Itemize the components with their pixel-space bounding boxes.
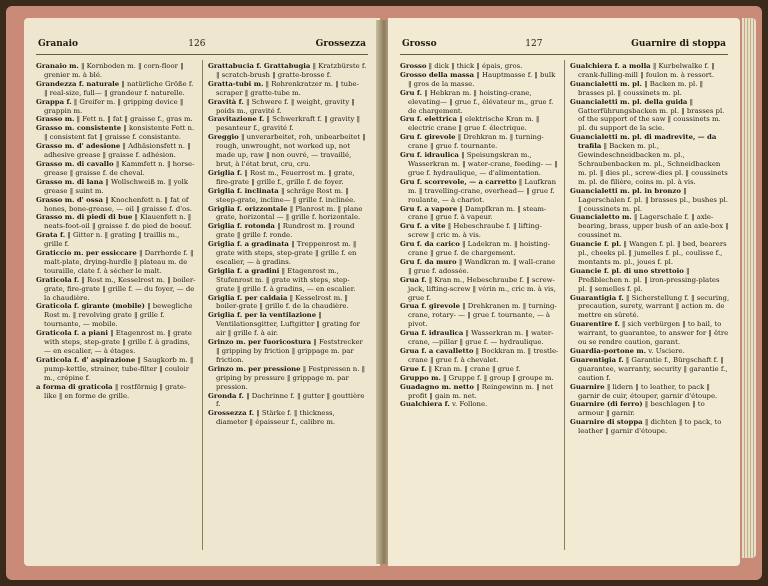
- dictionary-entry: [400, 133, 560, 151]
- entry-translations: ‖ Kornboden m. ‖ corn-floor ‖ grenier m. à blé.: [44, 62, 184, 79]
- dictionary-entry: [400, 374, 560, 383]
- entry-headword: Graticola f. d' aspirazione: [36, 355, 136, 364]
- entry-translations: ‖ Ventilationsgitter, Luftgitter ‖ grating for air ‖ grille f. à air.: [216, 311, 360, 338]
- dictionary-entry: [36, 178, 196, 196]
- left-page-header: [38, 36, 366, 52]
- dictionary-entry: [208, 392, 368, 410]
- entry-translations: ‖ Stärke f. ‖ thickness, diameter ‖ épaisseur f., calibre m.: [216, 409, 336, 427]
- dictionary-entry: [400, 365, 560, 374]
- dictionary-entry: [400, 71, 560, 89]
- entry-translations: ‖ Kesselrost m. ‖ boiler-grate ‖ grille f. de la chaudière.: [216, 293, 349, 311]
- entry-translations: ‖ Schwerkraft f. ‖ gravity ‖ pesanteur f., gravité f.: [216, 115, 361, 133]
- dictionary-entry: [208, 338, 368, 365]
- entry-headword: Griglia f. inclinata: [208, 186, 279, 195]
- dictionary-entry: [36, 276, 196, 303]
- entry-translations: ‖ Knochenfett n. ‖ fat of hones, bone-grease, — oil ‖ graisse f. d'os.: [44, 195, 192, 213]
- entry-translations: ‖ Rost m., Kesselrost m. ‖ boiler-grate, fire-grate ‖ grille f. — du foyer, — de la chaudière.: [44, 275, 196, 302]
- entry-headword: Griglia f. a gradinata: [208, 240, 289, 249]
- column-divider: [564, 60, 565, 550]
- open-book: [6, 6, 762, 580]
- entry-headword: Griglia f. per la ventilazione: [208, 311, 317, 320]
- dictionary-entry: [208, 98, 368, 116]
- entry-headword: Granaio m.: [36, 62, 79, 70]
- entry-translations: ‖ Hebkran m. ‖ hoisting-crane, elevating— ‖ grue f., élévateur m., grue f. de chargement.: [408, 88, 554, 115]
- entry-translations: ‖ Klauenfett n. ‖ neats-foot-oil ‖ graisse f. de pied de boeuf.: [44, 213, 192, 231]
- entry-headword: Gru f. da muro: [400, 257, 457, 266]
- entry-translations: ‖ Sicherstellung f. ‖ securing, precaution, surety, warrant ‖ action m. de mettre en sûreté.: [578, 293, 730, 320]
- entry-translations: ‖ Kurbelwalke f. ‖ crank-fulling-mill ‖ foulon m. à ressort.: [578, 62, 715, 79]
- entry-translations: ‖ Laufkran m. ‖ travelling-crane, overhead— ‖ grue f. roulante, — à chariot.: [408, 177, 557, 204]
- dictionary-entry: [400, 400, 560, 409]
- entry-translations: ‖ schräge Rost m. ‖ steep-grate, incline— ‖ grille f. inclinée.: [216, 186, 356, 204]
- entry-translations: ‖ Rundrost m. ‖ round grate ‖ grille f. ronde.: [216, 222, 355, 240]
- entry-translations: ‖ Schwere f. ‖ weight, gravity ‖ poids m., gravité f.: [216, 97, 355, 115]
- entry-headword: Grua f. girevole: [400, 302, 460, 311]
- entry-headword: Grasso m. d' adesione: [36, 142, 121, 151]
- entry-translations: ‖ Greifer m. ‖ gripping device ‖ grappin m.: [44, 97, 184, 115]
- entry-headword: Grua f. idraulica: [400, 329, 464, 338]
- dictionary-entry: [208, 240, 368, 267]
- entry-headword: Gru f. a vapore: [400, 204, 458, 213]
- entry-headword: Guancialetti m. pl. della guida: [570, 97, 688, 106]
- entry-headword: Grua f.: [400, 275, 427, 284]
- entry-translations: ‖ natürliche Größe f. ‖ real-size, full— ‖ grandeur f. naturelle.: [44, 79, 194, 97]
- dictionary-entry: [400, 62, 560, 71]
- entry-translations: ‖ Bockkran m. ‖ trestle-crane ‖ grue f. à chevalet.: [408, 347, 559, 364]
- dictionary-entry: [208, 205, 368, 223]
- left-page-number: 126: [188, 39, 206, 49]
- entry-translations: v. Usciere.: [646, 347, 685, 355]
- left-column-1: [36, 62, 196, 400]
- right-page-header: [402, 36, 726, 52]
- entry-translations: v. Follone.: [449, 400, 488, 409]
- dictionary-entry: [400, 329, 560, 347]
- dictionary-entry: [208, 267, 368, 294]
- right-column-2: [570, 62, 730, 436]
- entry-translations: ‖ Wasserkran m. ‖ water-crane, —pillar ‖ grue f. — hydraulique.: [408, 329, 554, 347]
- entry-headword: Grinzo m. per fuoricostura: [208, 338, 312, 347]
- dictionary-entry: [36, 249, 196, 276]
- entry-translations: ‖ dick ‖ thick ‖ épais, gros.: [426, 62, 523, 70]
- entry-headword: Griglia f. per caldaia: [208, 293, 288, 302]
- entry-translations: ‖ lidern ‖ to leather, to pack ‖ garnir de cuir, étouper, garnir d'étoupe.: [578, 382, 718, 400]
- entry-headword: Graticola f. a piani: [36, 329, 108, 338]
- entry-headword: Grossezza f.: [208, 409, 255, 418]
- entry-headword: Guancie f. pl. di uno strettoio: [570, 266, 684, 275]
- dictionary-entry: [570, 62, 730, 80]
- dictionary-entry: [570, 240, 730, 267]
- entry-translations: ‖ Planrost m. ‖ plane grate, horizontal — ‖ grille f. horizontale.: [216, 204, 363, 222]
- left-column-2: [208, 62, 368, 427]
- entry-translations: ‖ Feststrecker ‖ gripping by friction ‖ grippage m. par friction.: [216, 338, 363, 364]
- entry-headword: Grata f.: [36, 231, 66, 240]
- entry-headword: Gualchiera f.: [400, 400, 450, 409]
- entry-headword: Gruppo m.: [400, 373, 441, 382]
- entry-headword: Gronda f.: [208, 391, 244, 400]
- entry-headword: Grasso m. di piedi di bue: [36, 213, 133, 222]
- entry-translations: ‖ Kratzbürste f. ‖ scratch-brush ‖ gratte-brosse f.: [216, 62, 367, 79]
- entry-headword: Griglia f.: [208, 168, 243, 177]
- dictionary-entry: [208, 115, 368, 133]
- entry-headword: Guancialetti m. pl. in bronzo: [570, 186, 681, 195]
- entry-translations: ‖ beschlagen ‖ to armour ‖ garnir.: [578, 400, 705, 418]
- entry-translations: ‖ Hauptmasse f. ‖ bulk ‖ gros de la masse.: [408, 70, 556, 88]
- left-header-word-left: Granaio: [38, 39, 79, 49]
- dictionary-entry: [36, 329, 196, 356]
- entry-headword: Greggio: [208, 133, 239, 142]
- dictionary-entry: [570, 347, 730, 356]
- entry-translations: ‖ Wollschweiß m. ‖ yolk grease ‖ suint m.: [44, 177, 188, 195]
- dictionary-entry: [400, 302, 560, 329]
- entry-headword: Gratta-tubi m.: [208, 79, 264, 88]
- entry-headword: Grattabucia f. Grattabugia: [208, 62, 311, 70]
- dictionary-entry: [570, 400, 730, 418]
- dictionary-entry: [400, 347, 560, 365]
- entry-headword: Guarnire (di ferro): [570, 400, 643, 409]
- entry-translations: ‖ rostförmig ‖ grate-like ‖ en forme de grille.: [44, 382, 187, 400]
- dictionary-entry: [570, 267, 730, 294]
- entry-translations: ‖ Kran m. ‖ crane ‖ grue f.: [426, 364, 521, 373]
- entry-translations: ‖ Wandkran m. ‖ wall-crane ‖ grue f. adossée.: [408, 257, 556, 275]
- right-column-1: [400, 62, 560, 409]
- dictionary-entry: [208, 222, 368, 240]
- entry-headword: Grandezza f. naturale: [36, 79, 120, 88]
- entry-headword: Guarentigia f.: [570, 355, 624, 364]
- entry-translations: ‖ dichten ‖ to pack, to leather ‖ garnir d'étoupe.: [578, 418, 722, 436]
- entry-translations: ‖ Saugkorb m. ‖ pump-kettle, strainer, tube-filter ‖ couloir m., crépine f.: [44, 355, 194, 382]
- entry-headword: Grosso: [400, 62, 427, 70]
- dictionary-entry: [570, 133, 730, 186]
- entry-translations: ‖ Lagerschale f. ‖ axle-bearing, brass, upper bush of an axle-box ‖ coussinet m.: [578, 213, 729, 240]
- dictionary-entry: [570, 320, 730, 347]
- entry-translations: ‖ Lagerschalen f. pl. ‖ brasses pl., bushes pl. ‖ coussinets m. pl.: [578, 186, 728, 213]
- entry-translations: ‖ Festpressen n. ‖ griping by pressure ‖ grippage m. par pression.: [216, 364, 366, 391]
- entry-translations: ‖ Drehkranen m. ‖ turning-crane, rotary- — ‖ grue f. tournante, — à pivot.: [408, 302, 557, 329]
- dictionary-entry: [36, 80, 196, 98]
- entry-translations: ‖ Garantie f., Bürgschaft f. ‖ guarantee, warranty, security ‖ garantie f., caution f.: [578, 355, 728, 382]
- left-header-word-right: Grossezza: [315, 39, 366, 49]
- entry-translations: ‖ unverarbeitet, roh, unbearbeitet ‖ rough, unwrought, not worked up, not made up, raw ‖ non ouvré, — travaillé, brut, à l'état brut, cru, cru.: [216, 133, 366, 168]
- entry-translations: ‖ Backen m. pl. ‖ brasses pl. ‖ coussinets m. pl.: [578, 79, 704, 97]
- entry-headword: Guarantigia f.: [570, 293, 624, 302]
- dictionary-entry: [570, 418, 730, 436]
- entry-headword: Graticola f.: [36, 275, 80, 284]
- entry-translations: ‖ Gatterführungsbacken m. pl. ‖ brasses pl. of the support of the saw ‖ coussinets m. pl. du support de la scie.: [578, 97, 725, 133]
- dictionary-entry: [400, 89, 560, 116]
- entry-headword: Grasso m.: [36, 115, 75, 124]
- dictionary-entry: [36, 62, 196, 80]
- dictionary-entry: [36, 115, 196, 124]
- header-rule: [400, 54, 728, 55]
- entry-headword: Grosso della massa: [400, 70, 475, 79]
- dictionary-entry: [570, 187, 730, 214]
- entry-headword: Grasso m. d' ossa: [36, 195, 103, 204]
- dictionary-entry: [570, 80, 730, 98]
- entry-translations: ‖ Drehkran m. ‖ turning-crane ‖ grue f. tournante.: [408, 133, 544, 151]
- dictionary-entry: [208, 133, 368, 169]
- dictionary-entry: [208, 311, 368, 338]
- entry-headword: Graticcio m. per essiccare: [36, 249, 137, 258]
- entry-headword: a forma di graticola: [36, 382, 113, 391]
- dictionary-entry: [570, 294, 730, 321]
- entry-headword: Gravitazione f.: [208, 115, 265, 124]
- entry-translations: ‖ Fett n. ‖ fat ‖ graisse f., gras m.: [74, 115, 193, 124]
- entry-translations: ‖ elektrische Kran m. ‖ electric crane ‖ grue f. électrique.: [408, 115, 540, 133]
- entry-headword: Guancialetto m.: [570, 213, 632, 222]
- dictionary-entry: [400, 240, 560, 258]
- dictionary-entry: [36, 356, 196, 383]
- entry-translations: ‖ Rost m., Feuerrost m. ‖ grate, fire-grate ‖ grille f., grille f. de foyer.: [216, 168, 355, 186]
- dictionary-entry: [36, 213, 196, 231]
- entry-headword: Guancialetti m. pl. di madrevite, — da trafila: [570, 133, 717, 151]
- entry-translations: ‖ Backen m. pl., Gewindeschneidbacken m. pl., Schraubenbacken m. pl., Schneidbacken m. pl. ‖ dies pl., screw-dies pl. ‖ coussinets m. pl. de filière, coins m. pl. à vis.: [578, 142, 728, 186]
- entry-translations: ‖ Treppenrost m. ‖ grate with steps, step-grate ‖ grille f. en escalier, — à gradins.: [216, 240, 357, 266]
- entry-translations: ‖ Rohrenkratzer m. ‖ tube-scraper ‖ gratte-tube m.: [216, 79, 359, 97]
- entry-translations: ‖ Speisungskran m., Wasserkran m. ‖ water-crane, feeding- — ‖ grue f. hydraulique, — d'alimentation.: [408, 151, 558, 177]
- dictionary-entry: [36, 98, 196, 116]
- right-header-word-left: Grosso: [402, 39, 437, 49]
- entry-headword: Gru f. girevole: [400, 133, 456, 142]
- entry-translations: ‖ Reingewinn m. ‖ net profit ‖ gain m. net.: [408, 382, 554, 400]
- entry-translations: ‖ Kran m., Hebeschraube f. ‖ screw-jack, lifting-screw ‖ vérin m., cric m. à vis, grue f.: [408, 275, 556, 302]
- entry-headword: Gualchiera f. a molla: [570, 62, 651, 70]
- entry-headword: Guarnire: [570, 382, 605, 391]
- dictionary-entry: [208, 62, 368, 80]
- dictionary-entry: [400, 205, 560, 223]
- entry-translations: ‖ Ladekran m. ‖ hoisting-crane ‖ grue f. de chargement.: [408, 240, 551, 258]
- dictionary-entry: [36, 142, 196, 160]
- dictionary-entry: [36, 124, 196, 142]
- entry-headword: Gru f. a vite: [400, 222, 446, 231]
- dictionary-entry: [208, 80, 368, 98]
- column-divider: [202, 60, 203, 550]
- dictionary-entry: [36, 383, 196, 401]
- entry-translations: ‖ Wangen f. pl. ‖ bed, bearers pl., cheeks pl. ‖ jumelles f. pl., coulisse f., montants m. pl., joues f. pl.: [578, 240, 727, 266]
- entry-translations: ‖ Etagenrost m. ‖ grate with steps, step-grate ‖ grille f. à gradins, — en escalier, — à étages.: [44, 329, 192, 355]
- entry-headword: Grasso m. di lana: [36, 177, 104, 186]
- entry-headword: Griglia f. orizzontale: [208, 204, 288, 213]
- entry-headword: Guadagno m. netto: [400, 382, 474, 391]
- entry-headword: Guarentire f.: [570, 320, 620, 329]
- entry-translations: ‖ Hebeschraube f. ‖ lifting-screw ‖ cric m. à vis.: [408, 222, 542, 240]
- entry-translations: ‖ sich verbürgen ‖ to bail, to warrant, to guarantee, to answer for ‖ être ou se rendre caution, garant.: [578, 320, 729, 347]
- entry-translations: ‖ Etagenrost m., Stufenrost m. ‖ grate with steps, step-grate ‖ grille f. à gradins, — en escalier.: [216, 266, 356, 293]
- entry-headword: Guancialetti m. pl.: [570, 79, 642, 88]
- entry-headword: Grappa f.: [36, 97, 72, 106]
- header-rule: [36, 54, 368, 55]
- entry-headword: Gru f. elettrica: [400, 115, 458, 124]
- dictionary-entry: [400, 222, 560, 240]
- entry-headword: Gru f.: [400, 88, 423, 97]
- right-page: [388, 18, 740, 566]
- entry-headword: Gru f. scorrevole, — a carretto: [400, 177, 517, 186]
- dictionary-entry: [570, 383, 730, 401]
- entry-translations: ‖ bewegliche Rost m. ‖ revolving grate ‖ grille f. tournante, — mobile.: [44, 302, 193, 329]
- entry-headword: Guancie f. pl.: [570, 240, 622, 249]
- dictionary-entry: [570, 356, 730, 383]
- entry-headword: Griglia f. a gradini: [208, 266, 280, 275]
- entry-translations: ‖ Preßblechen n. pl. ‖ iron-pressing-plates pl. ‖ semelles f. pl.: [578, 266, 720, 293]
- dictionary-entry: [208, 409, 368, 427]
- entry-headword: Grua f. a cavalletto: [400, 347, 474, 355]
- dictionary-entry: [400, 258, 560, 276]
- dictionary-entry: [400, 151, 560, 178]
- dictionary-entry: [36, 231, 196, 249]
- entry-translations: ‖ Darrhorde f. ‖ malt-plate, drying-hurdle ‖ plateau m. de touraille, clate f. à sécher le malt.: [44, 249, 194, 275]
- dictionary-entry: [208, 169, 368, 187]
- entry-headword: Guardia-portone m.: [570, 347, 647, 355]
- dictionary-entry: [36, 196, 196, 214]
- entry-headword: Grue f.: [400, 364, 427, 373]
- entry-translations: ‖ Adhäsionsfett n. ‖ adhesive grease ‖ graisse f. adhésion.: [44, 142, 191, 160]
- entry-translations: ‖ konsistente Fett n. ‖ consistent fat ‖ graisse f. consistante.: [44, 124, 195, 142]
- dictionary-entry: [36, 160, 196, 178]
- dictionary-entry: [570, 213, 730, 240]
- page-edges: [742, 18, 756, 558]
- right-header-word-right: Guarnire di stoppa: [631, 39, 726, 49]
- entry-headword: Guarnire di stoppa: [570, 418, 643, 427]
- dictionary-entry: [400, 276, 560, 303]
- entry-translations: ‖ Kammfett n. ‖ horse-grease ‖ graisse f. de cheval.: [44, 159, 195, 177]
- dictionary-entry: [208, 294, 368, 312]
- entry-translations: ‖ Gitter n. ‖ grating ‖ traillis m., grille f.: [44, 231, 180, 249]
- entry-translations: ‖ Dampfkran m. ‖ steam-crane ‖ grue f. à vapeur.: [408, 204, 547, 222]
- entry-headword: Graticola f. girante (mobile): [36, 302, 145, 311]
- entry-translations: ‖ Dachrinne f. ‖ gutter ‖ gouttière f.: [216, 391, 365, 409]
- dictionary-entry: [400, 115, 560, 133]
- entry-headword: Grasso m. consistente: [36, 124, 122, 133]
- left-page: [24, 18, 380, 566]
- right-page-number: 127: [525, 39, 543, 49]
- entry-headword: Gravità f.: [208, 97, 244, 106]
- entry-headword: Gru f. da carico: [400, 240, 460, 249]
- dictionary-entry: [208, 365, 368, 392]
- entry-headword: Gru f. idraulica: [400, 151, 459, 160]
- entry-headword: Grasso m. di cavallo: [36, 159, 114, 168]
- entry-headword: Grinzo m. per pressione: [208, 364, 301, 373]
- dictionary-entry: [208, 187, 368, 205]
- entry-translations: ‖ Gruppe f. ‖ group ‖ groupe m.: [440, 373, 554, 382]
- dictionary-entry: [400, 178, 560, 205]
- dictionary-entry: [570, 98, 730, 134]
- dictionary-entry: [36, 302, 196, 329]
- dictionary-entry: [400, 383, 560, 401]
- entry-headword: Griglia f. rotonda: [208, 222, 275, 231]
